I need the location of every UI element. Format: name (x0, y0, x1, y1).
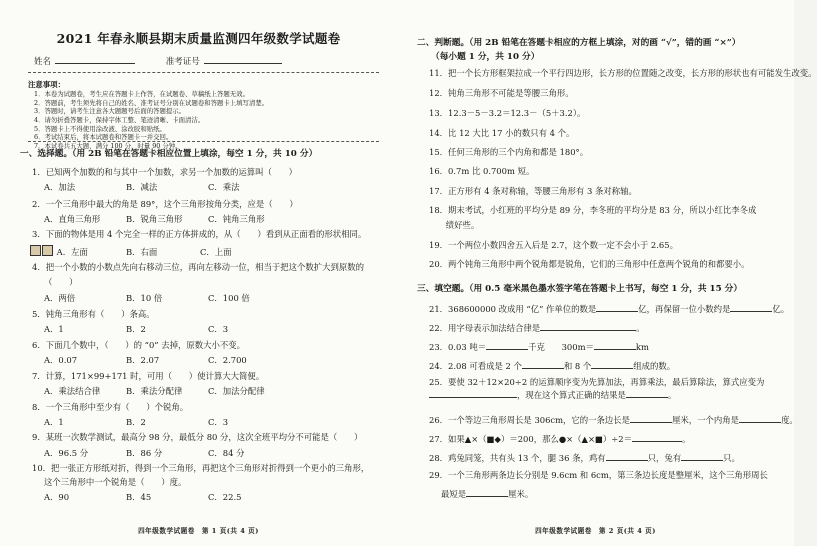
option[interactable]: B．2.07 (126, 355, 160, 365)
question-10-cont: 这个三角形中一个锐角是（ ）度。 (44, 477, 187, 487)
id-label: 准考证号 (165, 57, 200, 67)
option[interactable]: B．乘法分配律 (126, 386, 183, 396)
judgment-item: 18．期末考试，小红班的平均分是 89 分，李冬班的平均分是 83 分，所以小红比李冬成 (429, 205, 757, 215)
question-6: 6．下面几个数中，（ ）的 “0” 去掉，原数大小不变。 (32, 340, 245, 350)
fill-text: 。 (636, 323, 645, 333)
answer-blank[interactable] (626, 388, 668, 398)
option[interactable]: B．锐角三角形 (126, 214, 183, 224)
option[interactable]: B．45 (126, 492, 152, 502)
fill-text: 22．用字母表示加法结合律是 (429, 323, 541, 333)
divider-line (28, 72, 379, 73)
student-info-line (34, 57, 282, 68)
question-9: 9．某班一次数学测试，最高分 98 分，最低分 80 分，这次全班平均分不可能是（ ） (32, 432, 363, 442)
page-1-content (10, 0, 387, 546)
option[interactable]: C．100 倍 (208, 293, 250, 303)
option[interactable]: B．10 倍 (126, 293, 163, 303)
fill-question-26 (429, 413, 798, 426)
question-2: 2．一个三角形中最大的角是 89°，这个三角形按角分类，应是（ ） (32, 199, 298, 209)
fill-question-22 (429, 321, 780, 334)
question-7-options (44, 386, 383, 397)
option[interactable] (30, 245, 126, 258)
fill-text: 和 8 个 (563, 361, 592, 371)
notes-heading: 注意事项： (28, 80, 65, 89)
question-9-options (44, 448, 383, 459)
option[interactable]: A．乘法结合律 (44, 386, 101, 396)
fill-text: 组成的数。 (633, 361, 676, 371)
fill-text: 千克 300m＝ (528, 342, 594, 352)
fill-text: 29．一个三角形两条边长分别是 9.6cm 和 6cm，第三条边长度是整厘米，这个三角形周长 (429, 470, 768, 480)
divider-line (28, 141, 379, 142)
question-5-options (44, 324, 383, 335)
fill-text: 度。 (781, 415, 798, 425)
judgment-item: 13．12.3－5－3.2＝12.3－（5＋3.2）。 (429, 108, 586, 118)
question-1: 1．已知两个加数的和与其中一个加数，求另一个加数的运算叫（ ） (32, 167, 297, 177)
fill-text: 28．鸡兔同笼，共有头 13 个，腿 36 条，鸡有 (429, 453, 606, 463)
notes-box (28, 80, 379, 150)
question-5: 5．钝角三角形有（ ）条高。 (32, 309, 155, 319)
notes-item: 5．答题卡上不得使用涂改液、涂改胶和贴纸。 (34, 124, 166, 133)
question-6-options (44, 355, 383, 366)
option[interactable]: C．2.700 (208, 355, 247, 365)
fill-text: 25．要使 32＋12×20÷2 的运算顺序变为先算加法，再算乘法，最后算除法，算式应变为 (429, 377, 765, 387)
page-2-content (407, 0, 817, 546)
fill-text: 。 (682, 434, 691, 444)
fill-text: 。 (667, 390, 677, 401)
question-4-cont: （ ） (44, 277, 78, 287)
notes-item: 4．请勿折叠答题卡，保持字体工整、笔迹清晰、卡面清洁。 (34, 115, 205, 124)
fill-text: 只。 (723, 453, 740, 463)
fill-text: km (635, 342, 649, 352)
question-1-options (44, 182, 383, 193)
cube-figure-icon (30, 245, 41, 256)
question-3-options (30, 245, 383, 258)
option[interactable]: C．84 分 (208, 448, 245, 458)
option[interactable]: A．加法 (44, 182, 76, 192)
fill-question-29 (429, 470, 780, 481)
judgment-item: 11．把一个长方形框架拉成一个平行四边形，长方形的位置随之改变，长方形的形状也有可能发生改变。 (429, 68, 817, 78)
question-10-options (44, 492, 383, 503)
notes-item: 7．本试卷共五大题，满分 100 分，时量 90 分钟。 (34, 141, 182, 150)
fill-text: ，现在这个算式正确的结果是 (517, 390, 626, 401)
section-3-heading: 三、填空题。（用 0.5 毫米黑色墨水签字笔在答题卡上书写，每空 1 分，共 15 分） (417, 284, 743, 294)
answer-blank[interactable] (739, 413, 781, 423)
notes-item: 3．答题时，请考生注意各大题题号后面的答题提示。 (34, 107, 186, 116)
fill-text: 24．2.08 可看成是 2 个 (429, 361, 522, 371)
question-8-options (44, 417, 383, 428)
question-4: 4．把一个小数的小数点先向右移动三位，再向左移动一位，相当于把这个数扩大到原数的 (32, 262, 364, 272)
fill-text: 最短是 (441, 489, 467, 499)
section-1-heading: 一、选择题。（用 2B 铅笔在答题卡相应位置上填涂，每空 1 分，共 10 分） (20, 149, 318, 159)
option[interactable]: C．乘法 (208, 182, 240, 192)
fill-text: 21．368600000 改成用 “亿” 作单位的数是 (429, 304, 597, 314)
option[interactable]: B．减法 (126, 182, 158, 192)
judgment-item: 20．两个钝角三角形中两个锐角都是锐角，它们的三角形中任意两个锐角的和都要小。 (429, 259, 750, 269)
fill-question-28 (429, 451, 780, 464)
answer-blank[interactable] (486, 340, 528, 350)
fill-question-24 (429, 359, 780, 372)
option[interactable]: C．3 (208, 324, 229, 334)
option[interactable]: C．钝角三角形 (208, 214, 265, 224)
answer-blank[interactable] (466, 487, 508, 497)
exam-page-2 (397, 0, 817, 546)
question-8: 8．一个三角形中至少有（ ）个锐角。 (32, 402, 189, 412)
answer-blank[interactable] (606, 451, 648, 461)
judgment-item: 14．比 12 大比 17 小的数只有 4 个。 (429, 128, 575, 138)
question-7: 7．计算，171×99+171 时，可用（ ）使计算大大简便。 (32, 371, 265, 381)
fill-text: 26．一个等边三角形周长是 306cm，它的一条边长是 (429, 415, 631, 425)
answer-blank[interactable] (540, 321, 636, 331)
answer-blank[interactable] (594, 340, 636, 350)
judgment-item: 16．0.7m 比 0.700m 短。 (429, 166, 535, 176)
fill-text: 亿。 (772, 304, 790, 314)
fill-text: 23．0.03 吨＝ (429, 342, 487, 352)
judgment-item: 15．任何三角形的三个内角和都是 180°。 (429, 147, 589, 157)
answer-blank[interactable] (681, 451, 723, 461)
cube-figure-icon (42, 245, 53, 256)
option[interactable]: B．右面 (126, 247, 158, 257)
option-label: A．左面 (56, 247, 88, 257)
question-10: 10．把一张正方形纸对折，得到一个三角形，再把这个三角形对折得到一个更小的三角形， (32, 463, 370, 473)
fill-text: 厘米，一个内角是 (672, 415, 740, 425)
notes-item: 1．本卷为试题卷，考生应在答题卡上作答，在试题卷、草稿纸上答题无效。 (34, 89, 249, 98)
option[interactable]: A．90 (44, 492, 70, 502)
answer-blank[interactable] (630, 413, 672, 423)
notes-item: 2．答题前，考生须先将自己的姓名、准考证号分别在试题卷和答题卡上填写清楚。 (34, 98, 269, 107)
option[interactable]: C．上面 (200, 247, 232, 257)
id-blank[interactable] (204, 63, 282, 64)
answer-blank[interactable] (632, 432, 682, 442)
judgment-item: 19．一个两位小数四舍五入后是 2.7，这个数一定不会小于 2.65。 (429, 240, 678, 250)
option[interactable]: C．22.5 (208, 492, 242, 502)
question-3: 3．下面的物体是用 4 个完全一样的正方体拼成的，从（ ）看到从正面看的形状相同。 (32, 229, 367, 239)
section-2-subheading: （每小题 1 分，共 10 分） (431, 52, 540, 62)
name-blank[interactable] (55, 63, 135, 64)
option[interactable]: C．3 (208, 417, 229, 427)
name-label: 姓名 (34, 57, 52, 67)
fill-question-29-cont (441, 487, 780, 500)
fill-question-21 (429, 302, 790, 315)
page-footer: 四年级数学试题卷 第 2 页(共 4 页) (535, 526, 656, 535)
option[interactable]: B．2 (126, 324, 146, 334)
option[interactable]: B．2 (126, 417, 146, 427)
exam-title: 2021 年春永顺县期末质量监测四年级数学试题卷 (56, 31, 341, 46)
answer-blank[interactable] (596, 302, 638, 312)
judgment-item: 17．正方形有 4 条对称轴，等腰三角形有 3 条对称轴。 (429, 186, 637, 196)
answer-blank[interactable] (522, 359, 564, 369)
option[interactable]: C．加法分配律 (208, 386, 265, 396)
fill-text: 亿，再保留一位小数约是 (638, 304, 731, 314)
option[interactable]: A．1 (44, 417, 64, 427)
answer-blank[interactable] (591, 359, 633, 369)
fill-question-25 (429, 377, 784, 402)
judgment-item-cont: 绩好些。 (429, 220, 480, 230)
fill-text: 厘米。 (508, 489, 534, 499)
section-2-heading: 二、判断题。（用 2B 铅笔在答题卡相应的方框上填涂，对的画 “√”，错的画 “×”） (417, 38, 741, 48)
exam-page-1 (0, 0, 398, 546)
question-2-options (44, 214, 383, 225)
fill-text: 只，兔有 (647, 453, 682, 463)
answer-blank[interactable] (730, 302, 772, 312)
option[interactable]: A．1 (44, 324, 64, 334)
fill-text: 27．如果▲×（■◆）＝200，那么●×（▲×■）÷2＝ (429, 434, 632, 444)
option[interactable]: A．直角三角形 (44, 214, 101, 224)
fill-question-27 (429, 432, 780, 445)
judgment-item: 12．钝角三角形不可能是等腰三角形。 (429, 88, 574, 98)
question-4-options (44, 293, 383, 304)
option[interactable]: A．96.5 分 (44, 448, 89, 458)
option[interactable]: A．0.07 (44, 355, 78, 365)
notes-item: 6．考试结束后，将本试题卷和答题卡一并交回。 (34, 133, 173, 142)
answer-blank[interactable] (429, 388, 517, 398)
fill-question-23 (429, 340, 780, 353)
option[interactable]: B．86 分 (126, 448, 163, 458)
option[interactable]: A．两倍 (44, 293, 76, 303)
page-footer: 四年级数学试题卷 第 1 页(共 4 页) (138, 526, 259, 535)
